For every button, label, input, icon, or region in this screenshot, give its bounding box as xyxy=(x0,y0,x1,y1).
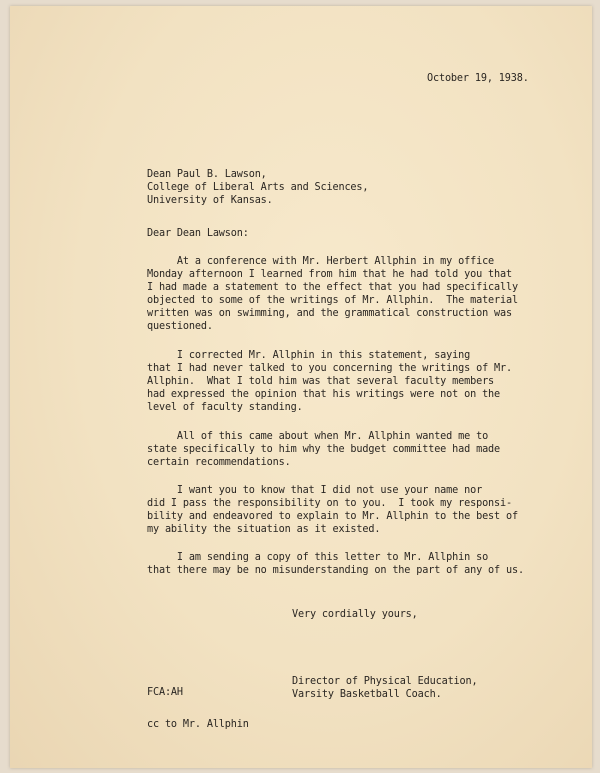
paragraph-line: Allphin. What I told him was that several faculty members xyxy=(147,376,495,387)
paragraph-line: level of faculty standing. xyxy=(147,402,303,413)
paragraph-line: Monday afternoon I learned from him that he had told you that xyxy=(147,269,512,280)
paragraph-line: my ability the situation as it existed. xyxy=(147,524,381,535)
carbon-copy-note: cc to Mr. Allphin xyxy=(147,719,249,730)
paragraph-line: I corrected Mr. Allphin in this statement, saying xyxy=(147,350,471,361)
typist-initials: FCA:AH xyxy=(147,687,183,698)
paragraph-line: bility and endeavored to explain to Mr. Allphin to the best of xyxy=(147,511,518,522)
paragraph-line: At a conference with Mr. Herbert Allphin in my office xyxy=(147,256,495,267)
paragraph-line: state specifically to him why the budget committee had made xyxy=(147,444,501,455)
paragraph-line: did I pass the responsibility on to you. I took my responsi- xyxy=(147,498,512,509)
paragraph-line: I had made a statement to the effect that you had specifically xyxy=(147,282,518,293)
signature-title-2: Varsity Basketball Coach. xyxy=(292,689,442,700)
recipient-line-1: Dean Paul B. Lawson, xyxy=(147,169,267,180)
paragraph-line: questioned. xyxy=(147,321,213,332)
paragraph-line: that there may be no misunderstanding on the part of any of us. xyxy=(147,565,524,576)
paragraph-line: I am sending a copy of this letter to Mr. Allphin so xyxy=(147,552,489,563)
paragraph-line: All of this came about when Mr. Allphin wanted me to xyxy=(147,431,489,442)
paragraph-line: had expressed the opinion that his writings were not on the xyxy=(147,389,501,400)
paragraph-line: written was on swimming, and the grammatical construction was xyxy=(147,308,512,319)
signature-title-1: Director of Physical Education, xyxy=(292,676,478,687)
recipient-line-3: University of Kansas. xyxy=(147,195,273,206)
salutation: Dear Dean Lawson: xyxy=(147,228,249,239)
letter-date: October 19, 1938. xyxy=(427,73,529,84)
paragraph-line: certain recommendations. xyxy=(147,457,291,468)
paragraph-line: that I had never talked to you concerning the writings of Mr. xyxy=(147,363,512,374)
closing: Very cordially yours, xyxy=(292,609,418,620)
paragraph-line: I want you to know that I did not use your name nor xyxy=(147,485,483,496)
letter-page xyxy=(10,6,592,768)
paragraph-line: objected to some of the writings of Mr. Allphin. The material xyxy=(147,295,518,306)
recipient-line-2: College of Liberal Arts and Sciences, xyxy=(147,182,369,193)
